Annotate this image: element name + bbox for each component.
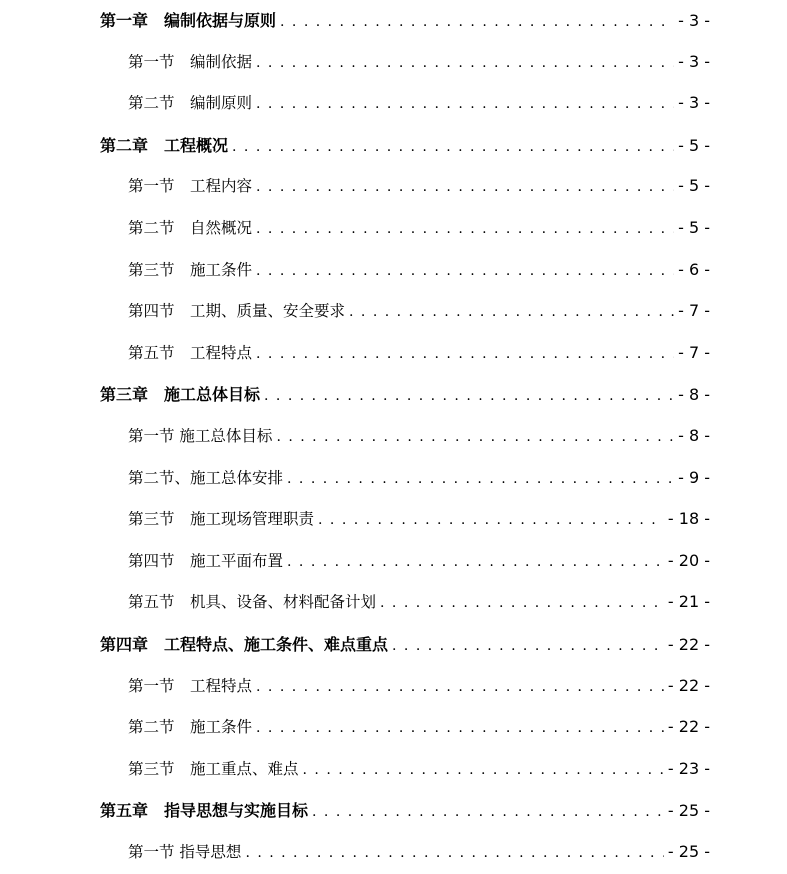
toc-entry[interactable] bbox=[100, 798, 710, 821]
toc-entry-label: 第四章 工程特点、施工条件、难点重点 bbox=[100, 635, 389, 654]
toc-entry-label: 第五章 指导思想与实施目标 bbox=[100, 801, 309, 821]
toc-entry[interactable] bbox=[100, 382, 710, 405]
toc-entry-page: - 8 - bbox=[678, 385, 710, 405]
dot-leader bbox=[287, 471, 674, 487]
dot-leader bbox=[256, 720, 664, 736]
dot-leader bbox=[380, 595, 664, 611]
toc-entry[interactable] bbox=[100, 133, 710, 156]
toc-entry-label: 第二章 工程概况 bbox=[100, 135, 229, 155]
dot-leader bbox=[287, 554, 664, 570]
toc-entry-page: - 22 - bbox=[667, 717, 710, 737]
dot-leader bbox=[256, 263, 674, 279]
toc-entry-page: - 23 - bbox=[667, 758, 710, 778]
dot-leader bbox=[256, 179, 674, 195]
toc-entry-label: 第二节、施工总体安排 bbox=[128, 468, 284, 487]
toc-entry-label: 第三章 施工总体目标 bbox=[100, 385, 261, 405]
toc-entry[interactable] bbox=[128, 216, 710, 238]
dot-leader bbox=[318, 512, 664, 528]
toc-entry-page: - 5 - bbox=[678, 218, 710, 237]
toc-entry-page: - 9 - bbox=[678, 467, 710, 487]
dot-leader bbox=[232, 139, 674, 155]
toc-entry-page: - 20 - bbox=[667, 550, 710, 570]
toc-entry[interactable] bbox=[128, 258, 710, 280]
dot-leader bbox=[256, 679, 664, 695]
toc-entry-label: 第三节 施工现场管理职责 bbox=[128, 510, 315, 529]
toc-entry-label: 第三节 施工条件 bbox=[128, 260, 253, 279]
toc-entry[interactable] bbox=[128, 50, 710, 72]
dot-leader bbox=[256, 221, 674, 237]
toc-entry[interactable] bbox=[128, 715, 710, 737]
toc-entry-label: 第二节 施工条件 bbox=[128, 718, 253, 737]
toc-entry-label: 第五节 工程特点 bbox=[128, 343, 253, 362]
toc-entry[interactable] bbox=[128, 757, 710, 779]
toc-entry[interactable] bbox=[100, 8, 710, 31]
toc-entry-label: 第四节 施工平面布置 bbox=[128, 551, 284, 570]
dot-leader bbox=[312, 804, 664, 820]
dot-leader bbox=[349, 304, 674, 320]
toc-entry-page: - 18 - bbox=[667, 509, 710, 529]
toc-entry[interactable] bbox=[128, 590, 710, 612]
toc-entry[interactable] bbox=[128, 466, 710, 488]
dot-leader bbox=[256, 346, 674, 362]
toc-entry-label: 第三节 施工重点、难点 bbox=[128, 759, 299, 778]
toc-entry-page: - 25 - bbox=[667, 842, 710, 861]
toc-entry-page: - 7 - bbox=[678, 342, 710, 362]
dot-leader bbox=[256, 96, 674, 112]
toc-entry[interactable] bbox=[128, 674, 710, 696]
toc-entry[interactable] bbox=[128, 549, 710, 571]
toc-entry[interactable] bbox=[128, 174, 710, 196]
toc-entry[interactable] bbox=[128, 840, 710, 862]
toc-entry-page: - 5 - bbox=[678, 176, 710, 196]
dot-leader bbox=[245, 845, 663, 861]
toc-entry-label: 第五节 机具、设备、材料配备计划 bbox=[128, 593, 377, 612]
toc-entry-label: 第四节 工期、质量、安全要求 bbox=[128, 302, 346, 321]
dot-leader bbox=[280, 14, 674, 30]
toc-entry-label: 第二节 编制原则 bbox=[128, 94, 253, 113]
toc-entry-page: - 6 - bbox=[678, 259, 710, 279]
toc-entry[interactable] bbox=[128, 341, 710, 363]
toc-entry-page: - 3 - bbox=[678, 93, 710, 113]
toc-entry-label: 第一节 工程内容 bbox=[128, 177, 253, 196]
toc-entry-page: - 5 - bbox=[678, 135, 710, 155]
toc-entry-label: 第一节 指导思想 bbox=[128, 843, 242, 861]
toc-entry-page: - 7 - bbox=[678, 301, 710, 321]
toc-entry-label: 第一章 编制依据与原则 bbox=[100, 11, 277, 30]
dot-leader bbox=[276, 429, 674, 445]
toc-entry-page: - 22 - bbox=[667, 675, 710, 695]
toc-entry-page: - 25 - bbox=[667, 801, 710, 821]
toc-entry-page: - 3 - bbox=[678, 51, 710, 71]
toc-entry-label: 第一节 编制依据 bbox=[128, 52, 253, 71]
dot-leader bbox=[303, 762, 664, 778]
toc-entry[interactable] bbox=[128, 299, 710, 321]
toc-entry-page: - 22 - bbox=[667, 635, 710, 654]
toc-entry-page: - 21 - bbox=[667, 592, 710, 612]
dot-leader bbox=[256, 55, 674, 71]
toc-entry-label: 第二节 自然概况 bbox=[128, 219, 253, 237]
toc-entry[interactable] bbox=[128, 424, 710, 446]
toc-entry[interactable] bbox=[100, 632, 710, 655]
toc-entry-label: 第一节 施工总体目标 bbox=[128, 427, 273, 445]
toc-entry-page: - 8 - bbox=[678, 426, 710, 445]
toc-entry[interactable] bbox=[128, 91, 710, 113]
dot-leader bbox=[392, 638, 664, 654]
toc-entry-label: 第一节 工程特点 bbox=[128, 676, 253, 695]
toc-entry[interactable] bbox=[128, 507, 710, 529]
toc-entry-page: - 3 - bbox=[678, 11, 710, 30]
dot-leader bbox=[264, 388, 674, 404]
